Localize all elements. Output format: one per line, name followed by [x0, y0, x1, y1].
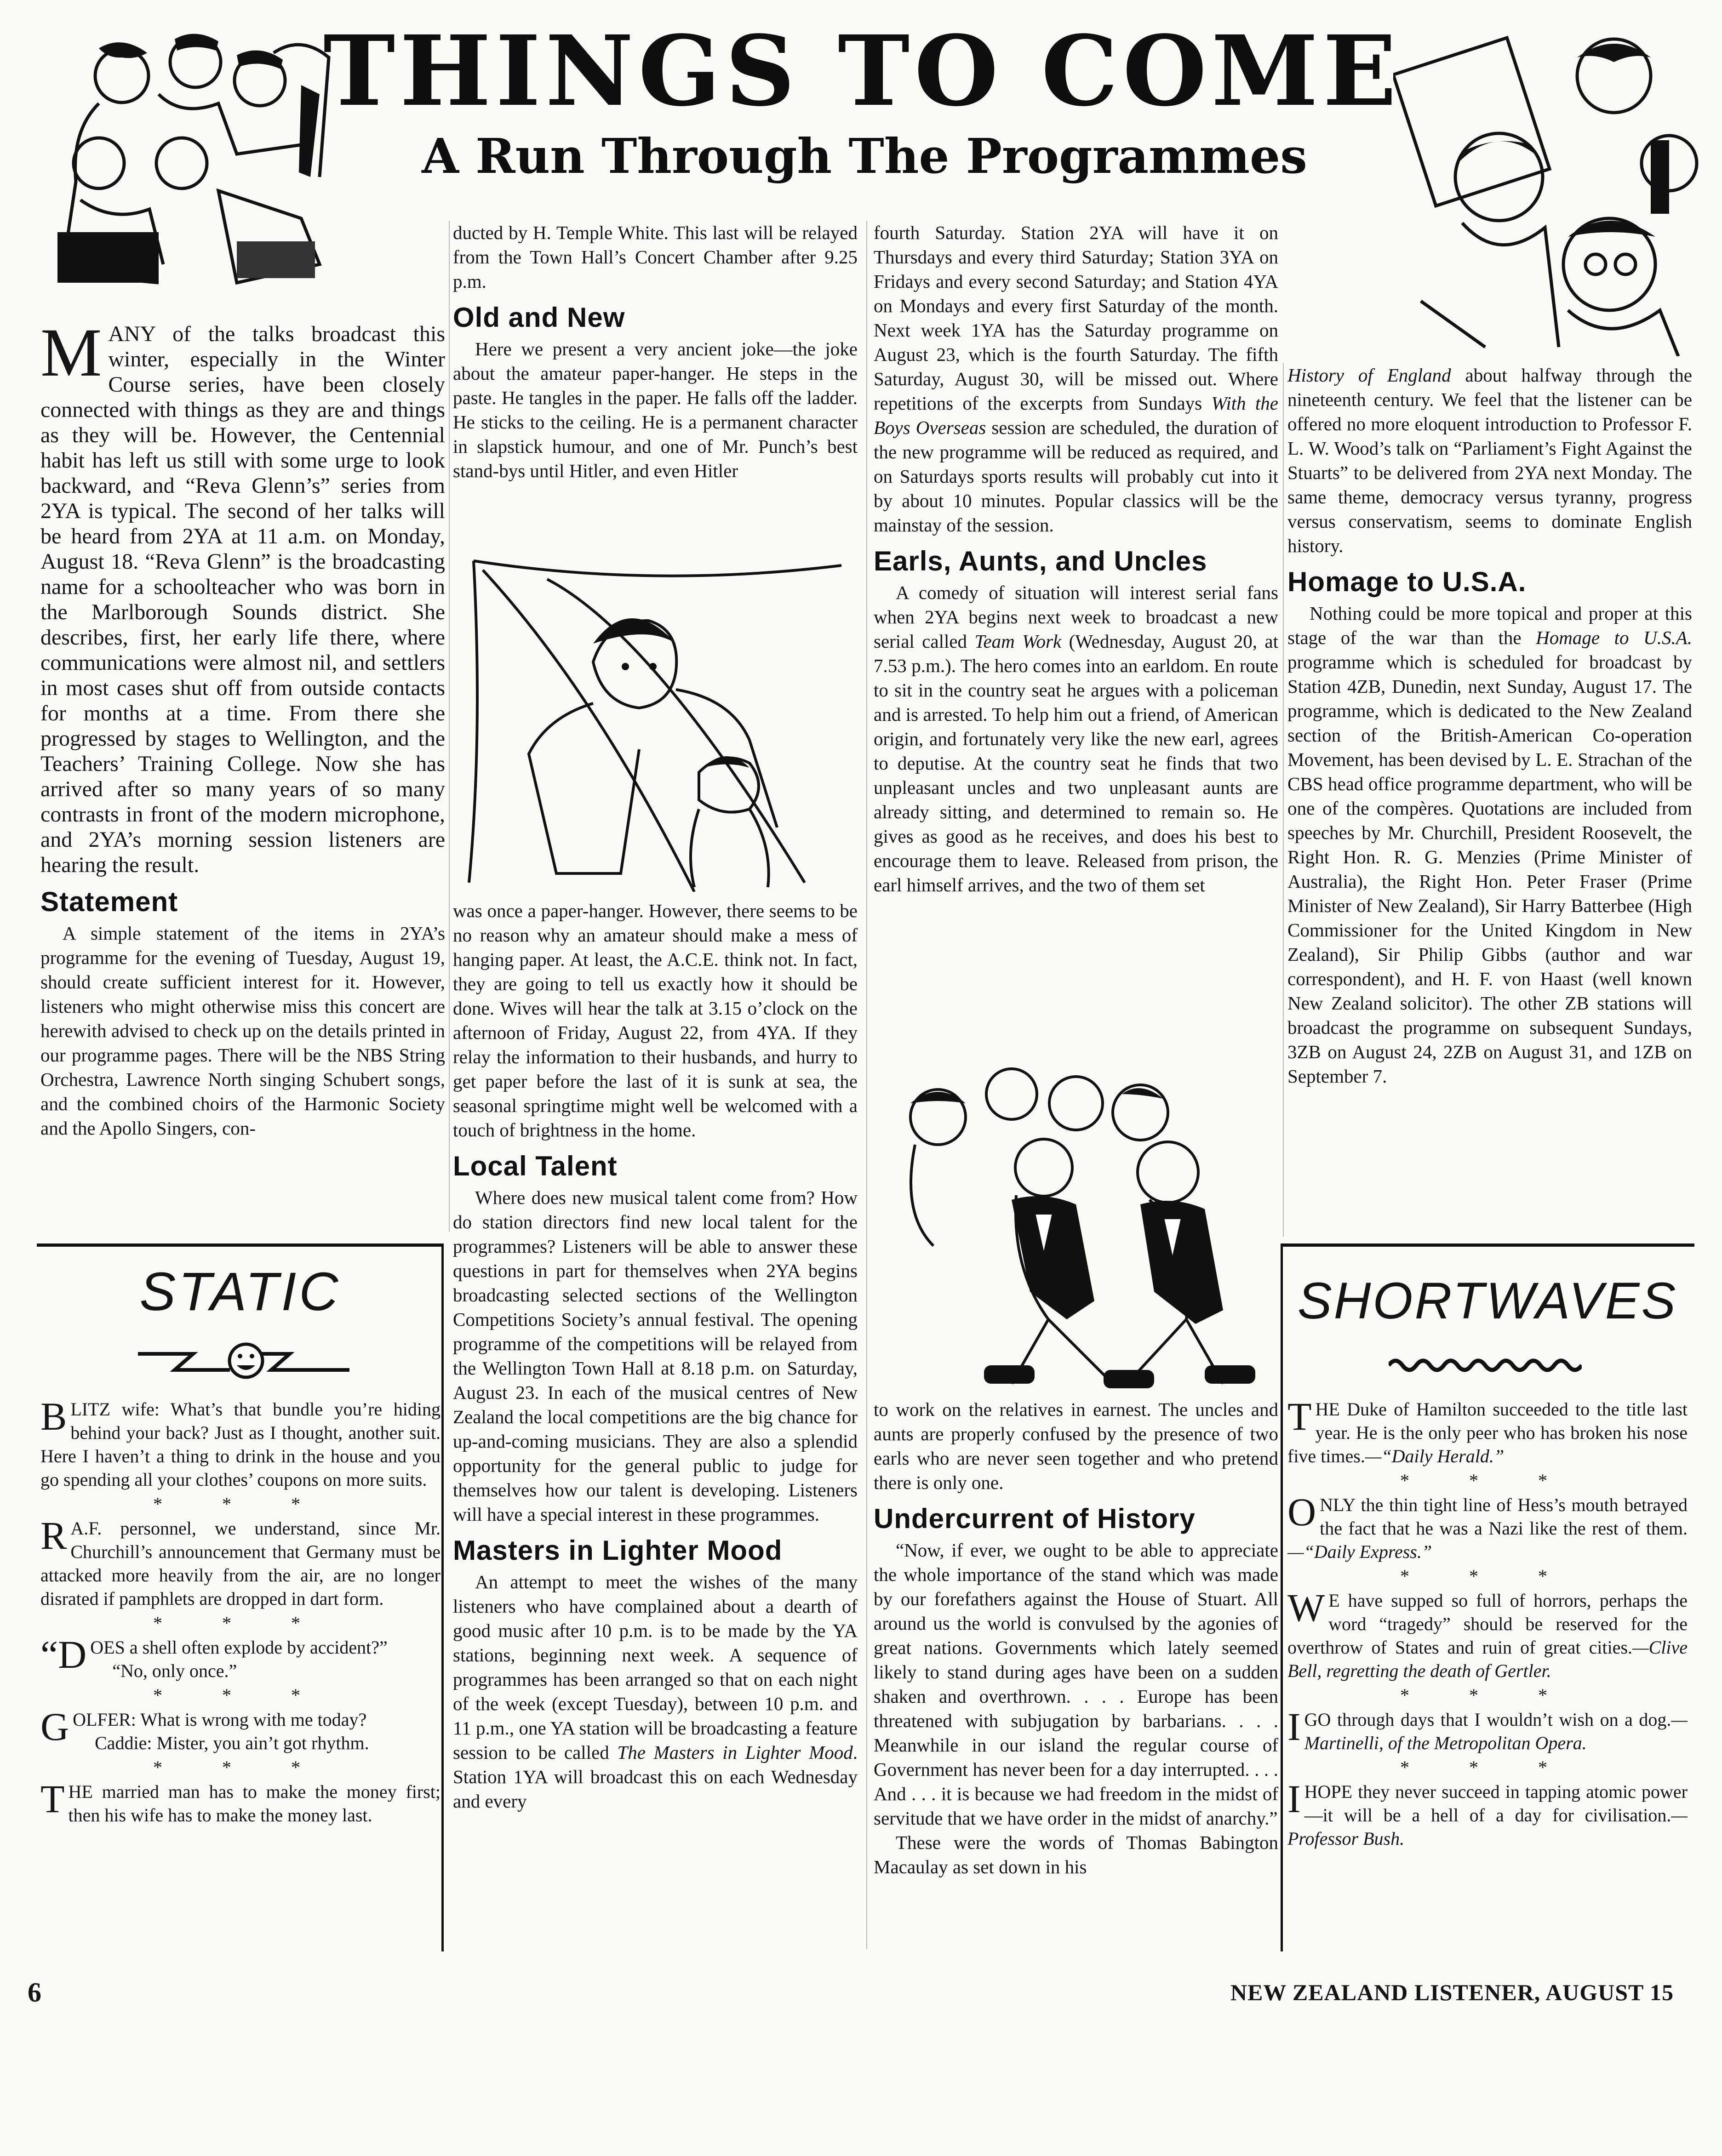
static-right-rule	[441, 1243, 444, 1951]
undercurrent-paragraph: These were the words of Thomas Babington Macaulay as set down in his	[874, 1832, 1278, 1877]
undercurrent-quote: “Now, if ever, we ought to be able to appreciate the whole importance of the stand which was made by our forefathers against the House of Stuart. All around us the world is convulsed by the agonies of great nations. Governments which lately seemed likely to stand during ages have been on a sudden shaken and overthrown. . . . Europe has been threatened with subjugation by barbarians. . . . Meanwhile in our island the regular course of Government has never been for a day interrupted. . . . And . . . it is because we had freedom in the midst of servitude that we have order in the midst of anarchy.”	[874, 1540, 1278, 1829]
shortwave-item: THE Duke of Hamilton succeeded to the title last year. He is the only peer who has broken his nose five times.—“Daily Herald.”	[1287, 1394, 1688, 1466]
page-subtitle: A Run Through The Programmes	[422, 128, 1307, 184]
static-separator: * * *	[153, 1685, 328, 1705]
column-3-lower	[874, 1397, 1278, 1879]
section-heading-homage: Homage to U.S.A.	[1287, 566, 1527, 597]
static-separator: * * *	[153, 1494, 328, 1514]
concert-continuation: ducted by H. Temple White. This last will be relayed from the Town Hall’s Concert Chamber after 9.25 p.m.	[453, 222, 858, 292]
section-heading-statement: Statement	[40, 886, 178, 917]
shortwave-separator: * * *	[1400, 1757, 1575, 1778]
column-4	[1287, 363, 1692, 1089]
static-reply: “No, only once.”	[112, 1660, 237, 1681]
homage-paragraph: Nothing could be more topical and proper at this stage of the war than the Homage to U.S.A. programme which is scheduled for broadcast by Station 4ZB, Dunedin, next Sunday, August 17. The programme, which is dedicated to the New Zealand section of the British-American Co-operation Movement, has been devised by L. E. Strachan of the CBS head office programme department, who will be one of the compères. Quotations are included from speeches by Mr. Churchill, President Roosevelt, the Right Hon. R. G. Menzies (Prime Minister of Australia), the Right Hon. Peter Fraser (Prime Minister of New Zealand), Sir Harry Batterbee (High Commissioner for the United Kingdom in New Zealand), Sir Philip Gibbs (author and war correspondent), and H. F. von Haast (well known New Zealand solicitor). The other ZB stations will broadcast the programme on subsequent Sundays, 3ZB on August 24, 2ZB on August 31, and 1ZB on September 7.	[1287, 603, 1692, 1087]
static-item: “DOES a shell often explode by accident?”	[40, 1632, 388, 1677]
shortwave-separator: * * *	[1400, 1566, 1575, 1586]
masters-continuation: fourth Saturday. Station 2YA will have it on Thursdays and every third Saturday; Station 3YA on Fridays and every second Saturday; and Station 4YA on Mondays and every first Saturday of the month. Next week 1YA has the Saturday programme on August 23, which is the fourth Saturday. The fifth Saturday, August 30, will be missed out. Where repetitions of the excerpts from Sundays With the Boys Overseas session are scheduled, the duration of the new programme will be reduced as required, and on Saturdays sports results will probably cut into it by about 10 minutes. Popular classics will be the mainstay of the session.	[874, 222, 1278, 536]
section-heading-local-talent: Local Talent	[453, 1151, 618, 1181]
section-heading-undercurrent: Undercurrent of History	[874, 1503, 1196, 1534]
static-reply: Caddie: Mister, you ain’t got rhythm.	[95, 1733, 369, 1753]
old-new-paragraph: Here we present a very ancient joke—the joke about the amateur paper-hanger. He steps in the paste. He tangles in the paper. He falls off the ladder. He sticks to the ceiling. He is a permanent character in slapstick humour, and one of Mr. Punch’s best stand-bys until Hitler, and even Hitler	[453, 338, 858, 481]
undercurrent-continuation: History of England about halfway through the nineteenth century. We feel that the listener can be offered no more eloquent introduction to Professor F. L. W. Wood’s talk on “Parliament’s Fight Against the Stuarts” to be delivered from 2YA next Monday. The same theme, democracy versus tyranny, progress versus conservatism, seems to dominate English history.	[1287, 365, 1692, 556]
section-heading-old-and-new: Old and New	[453, 302, 625, 333]
shortwaves-column	[1287, 1394, 1688, 1850]
static-item: BLITZ wife: What’s that bundle you’re hiding behind your back? Just as I thought, another suit. Here I haven’t a thing to drink in the house and you go spending all your clothes’ coupons on more suits.	[40, 1394, 441, 1490]
section-heading-earls: Earls, Aunts, and Uncles	[874, 546, 1207, 576]
shortwaves-top-rule	[1281, 1243, 1694, 1247]
static-item: THE married man has to make the money first; then his wife has to make the money last.	[40, 1777, 441, 1825]
drop-cap: M	[40, 314, 102, 391]
earls-paragraph-cont: to work on the relatives in earnest. The uncles and aunts are properly confused by the presence of two earls who are never seen together and who pretend there is only one.	[874, 1399, 1278, 1493]
column-divider	[1283, 363, 1284, 1237]
earls-and-uncles-illustration	[874, 1062, 1278, 1393]
static-separator: * * *	[153, 1613, 328, 1633]
column-divider	[449, 221, 450, 1232]
column-3	[874, 221, 1278, 897]
column-divider	[866, 221, 867, 1949]
static-zigzag-face-icon	[138, 1335, 349, 1381]
shortwave-item: ONLY the thin tight line of Hess’s mouth betrayed the fact that he was a Nazi like the rest of them.—“Daily Express.”	[1287, 1490, 1688, 1562]
personalities-illustration	[1393, 25, 1706, 356]
shortwave-item: W E have supped so full of horrors, perhaps the word “tragedy” should be reserved for the overthrow of States and ruin of great cities.—Clive Bell, regretting the death of Gertler.	[1287, 1586, 1688, 1681]
page-number: 6	[28, 1977, 41, 2008]
band-illustration	[44, 25, 338, 292]
shortwaves-title: SHORTWAVES	[1297, 1272, 1678, 1329]
shortwaves-wave-icon	[1389, 1354, 1582, 1372]
shortwave-item: IHOPE they never succeed in tapping atomic power—it will be a hell of a day for civilisation.—Professor Bush.	[1287, 1777, 1688, 1849]
shortwave-separator: * * *	[1400, 1470, 1575, 1491]
paper-hanger-illustration	[455, 552, 855, 892]
shortwave-item: IGO through days that I wouldn’t wish on a dog.—Martinelli, of the Metropolitan Opera.	[1287, 1705, 1688, 1753]
shortwaves-left-rule	[1281, 1243, 1283, 1951]
static-item: GOLFER: What is wrong with me today?	[40, 1705, 367, 1749]
static-title: STATIC	[139, 1261, 341, 1322]
statement-paragraph: A simple statement of the items in 2YA’s programme for the evening of Tuesday, August 19, should create sufficient interest for it. However, listeners who might otherwise miss this concert are herewith advised to check up on the details printed in our programme pages. There will be the NBS String Orchestra, Lawrence North singing Schubert songs, and the combined choirs of the Harmonic Society and the Apollo Singers, con-	[40, 923, 445, 1139]
static-top-rule	[37, 1243, 444, 1247]
static-separator: * * *	[153, 1757, 328, 1778]
column-1	[40, 314, 445, 1141]
column-2-lower	[453, 899, 858, 1814]
publication-footer: NEW ZEALAND LISTENER, AUGUST 15	[1230, 1979, 1674, 2005]
earls-paragraph: A comedy of situation will interest serial fans when 2YA begins next week to broadcast a new serial called Team Work (Wednesday, August 20, at 7.53 p.m.). The hero comes into an earldom. En route to sit in the country seat he argues with a policeman and is arrested. To help him out a friend, of American origin, and fortunately very like the new earl, agrees to deputise. At the country seat he finds that two unpleasant uncles and two unpleasant aunts are already sitting, and determined to remain so. He gives as good as he receives, and does his best to encourage them to leave. Released from prison, the earl himself arrives, and the two of them set	[874, 582, 1278, 895]
static-item: R A.F. personnel, we understand, since Mr. Churchill’s announcement that Germany must be attacked more heavily from the air, are no longer disrated if pamphlets are dropped in dart form.	[40, 1513, 441, 1609]
intro-paragraph: M ANY of the talks broadcast this winter, especially in the Winter Course series, have been closely connected with things as they are and things as they will be. However, the Centennial habit has left us still with some urge to look backward, and “Reva Glenn’s” series from 2YA is typical. The second of her talks will be heard from 2YA at 11 a.m. on Monday, August 18. “Reva Glenn” is the broadcasting name for a schoolteacher who was born in the Marlborough Sounds district. She describes, first, her early life there, where communications were almost nil, and settlers in most cases shut off from outside contacts for months at a time. From there she progressed by stages to Wellington, and the Teachers’ Training College. Now she has arrived after so many years of so many contrasts in front of the modern microphone, and 2YA’s morning session listeners are hearing the result.	[40, 314, 445, 877]
page-title: THINGS TO COME	[323, 14, 1401, 128]
section-heading-masters: Masters in Lighter Mood	[453, 1535, 783, 1566]
static-column	[40, 1394, 441, 1827]
column-2	[453, 221, 858, 483]
local-talent-paragraph: Where does new musical talent come from? How do station directors find new local talent for the programmes? Listeners will be able to answer these questions in part for themselves when 2YA begins broadcasting selected sections of the Wellington Competitions Society’s annual festival. The opening programme of the competitions will be relayed from the Wellington Town Hall at 8.18 p.m. on Saturday, August 23. In each of the musical centres of New Zealand the local competitions are the big chance for up-and-coming musicians. They are also a splendid opportunity for the general public to judge for themselves how our talent is developing. Listeners will have a special interest in these programmes.	[453, 1187, 858, 1525]
shortwave-separator: * * *	[1400, 1685, 1575, 1705]
old-new-paragraph-cont: was once a paper-hanger. However, there seems to be no reason why an amateur should make a mess of hanging paper. At least, the A.C.E. think not. In fact, they are going to tell us exactly how it should be done. Wives will hear the talk at 3.15 o’clock on the afternoon of Friday, August 22, from 4YA. If they relay the information to their husbands, and hurry to get paper before the last of it is sunk at sea, the seasonal springtime might well be welcomed with a touch of brightness in the home.	[453, 900, 858, 1141]
masters-paragraph: An attempt to meet the wishes of the many listeners who have complained about a dearth of good music after 10 p.m. is to be made by the YA stations, beginning next week. A sequence of programmes has been arranged so that on each night of the week (except Tuesday), between 10 p.m. and 11 p.m., one YA station will be broadcasting a feature session to be called The Masters in Lighter Mood. Station 1YA will broadcast this on each Wednesday and every	[453, 1571, 858, 1812]
